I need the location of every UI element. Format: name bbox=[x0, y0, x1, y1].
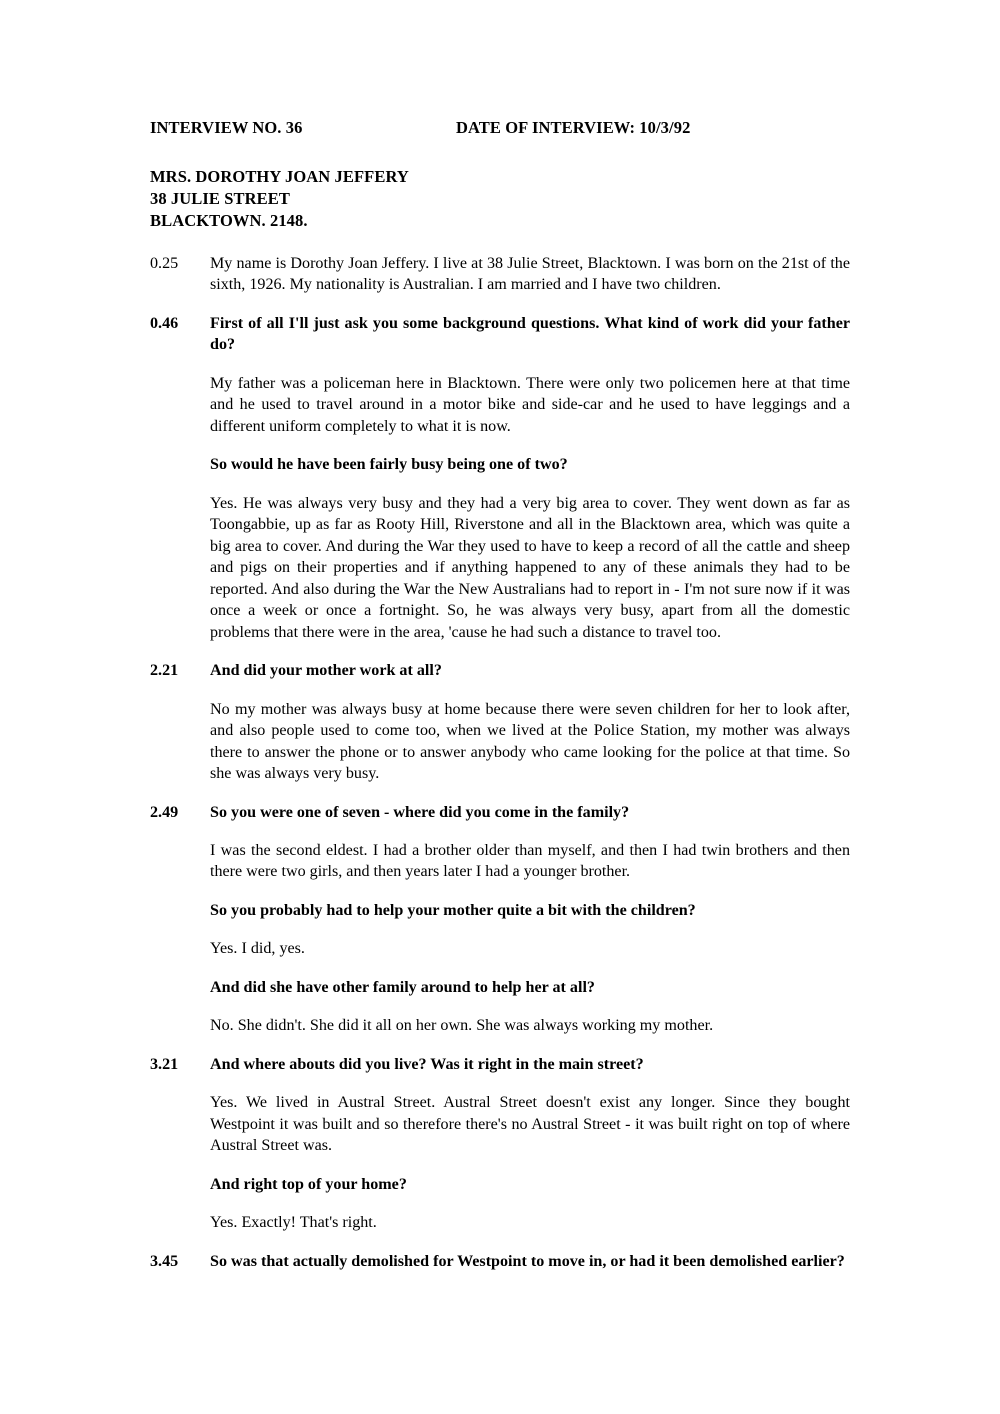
transcript-question bbox=[150, 900, 850, 921]
transcript-answer bbox=[150, 1015, 850, 1036]
document-header bbox=[150, 118, 850, 142]
entry-text: And did she have other family around to help her at all? bbox=[210, 978, 595, 996]
entry-timecode: 0.25 bbox=[150, 254, 179, 272]
transcript-question bbox=[150, 802, 850, 823]
transcript-answer bbox=[150, 699, 850, 785]
transcript-answer bbox=[150, 1092, 850, 1156]
entry-text: And where abouts did you live? Was it right in the main street? bbox=[210, 1055, 644, 1073]
entry-text: Yes. He was always very busy and they had a very big area to cover. They went down as far as Toongabbie, up as far as Rooty Hill, Riverstone and all in the Blacktown area, which was quite a big area to cover. And during the War they used to have to keep a record of all the cattle and sheep and pigs on their properties and if anything happened to any of these animals they had to be reported. And also during the War the New Australians had to report in - I'm not sure now if it was once a week or once a fortnight. So, he was always very busy, apart from all the domestic problems that there were in the area, 'cause he had such a distance to travel too. bbox=[210, 494, 850, 641]
entry-text: First of all I'll just ask you some background questions. What kind of work did your father do? bbox=[210, 314, 850, 354]
entry-text: My father was a policeman here in Blacktown. There were only two policemen here at that time and he used to travel around in a motor bike and side-car and he used to have leggings and a different uniform completely to what it is now. bbox=[210, 374, 850, 435]
transcript-question bbox=[150, 1054, 850, 1075]
entry-timecode: 2.49 bbox=[150, 803, 179, 821]
entry-text: Yes. We lived in Austral Street. Austral Street doesn't exist any longer. Since they bought Westpoint it was built and so therefore there's no Austral Street - it was built right on top of where Austral Street was. bbox=[210, 1094, 850, 1155]
entry-text: Yes. Exactly! That's right. bbox=[210, 1214, 377, 1232]
transcript-answer bbox=[150, 840, 850, 883]
entry-text: And right top of your home? bbox=[210, 1175, 407, 1193]
interviewee-address-block bbox=[150, 166, 850, 232]
interviewee-suburb-postcode: BLACKTOWN. 2148. bbox=[150, 210, 308, 230]
interviewee-name: MRS. DOROTHY JOAN JEFFERY bbox=[150, 167, 409, 186]
interview-number: INTERVIEW NO. 36 bbox=[150, 118, 303, 137]
transcript-question bbox=[150, 977, 850, 998]
entry-timecode: 2.21 bbox=[150, 662, 179, 680]
entry-timecode: 0.46 bbox=[150, 314, 179, 332]
entry-text: And did your mother work at all? bbox=[210, 662, 442, 680]
transcript-question bbox=[150, 1251, 850, 1272]
transcript-answer bbox=[150, 253, 850, 296]
entry-timecode: 3.45 bbox=[150, 1252, 179, 1270]
transcript-answer bbox=[150, 493, 850, 643]
transcript-question bbox=[150, 313, 850, 356]
entry-text: So would he have been fairly busy being one of two? bbox=[210, 456, 568, 474]
entry-timecode: 3.21 bbox=[150, 1055, 179, 1073]
entry-text: So was that actually demolished for Westpoint to move in, or had it been demolished earlier? bbox=[210, 1252, 845, 1270]
entry-text: Yes. I did, yes. bbox=[210, 940, 305, 958]
entry-text: No. She didn't. She did it all on her own. She was always working my mother. bbox=[210, 1017, 714, 1035]
interviewee-street: 38 JULIE STREET bbox=[150, 188, 290, 208]
interview-date: DATE OF INTERVIEW: 10/3/92 bbox=[456, 118, 691, 137]
transcript-question bbox=[150, 454, 850, 475]
transcript-answer bbox=[150, 938, 850, 959]
entry-text: So you were one of seven - where did you come in the family? bbox=[210, 803, 630, 821]
entry-text: My name is Dorothy Joan Jeffery. I live at 38 Julie Street, Blacktown. I was born on the 21st of the sixth, 1926. My nationality is Australian. I am married and I have two children. bbox=[210, 254, 850, 294]
entry-text: So you probably had to help your mother quite a bit with the children? bbox=[210, 901, 696, 919]
transcript-question bbox=[150, 660, 850, 681]
transcript-body bbox=[150, 253, 850, 1272]
entry-text: I was the second eldest. I had a brother older than myself, and then I had twin brothers and then there were two girls, and then years later I had a younger brother. bbox=[210, 841, 850, 881]
document-sheet bbox=[150, 118, 850, 1272]
transcript-question bbox=[150, 1174, 850, 1195]
entry-text: No my mother was always busy at home because there were seven children for her to look after, and also people used to come too, when we lived at the Police Station, my mother was always there to answer the phone or to answer anybody who came looking for the police at that time. So she was always very busy. bbox=[210, 700, 850, 783]
transcript-answer bbox=[150, 1212, 850, 1233]
transcript-answer bbox=[150, 373, 850, 437]
